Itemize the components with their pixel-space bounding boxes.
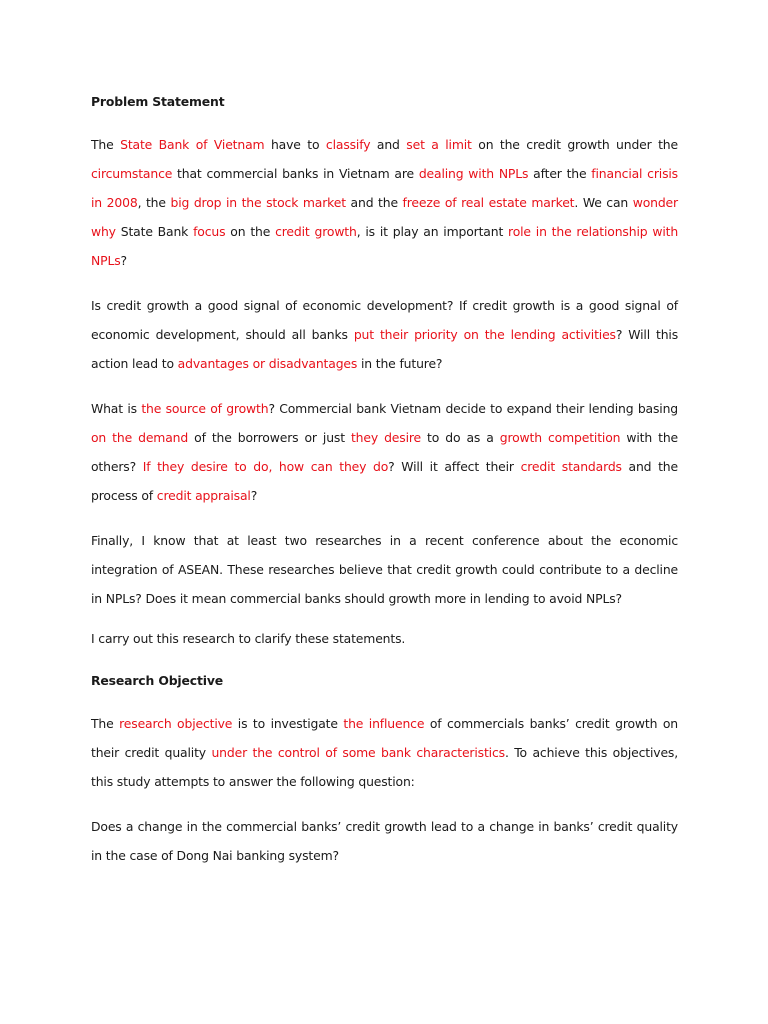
text-run: . We can	[574, 195, 633, 210]
text-run: have to	[264, 137, 326, 152]
text-run: , is it play an important	[356, 224, 509, 239]
text-run: and the process of	[91, 459, 678, 503]
highlight-text: growth competition	[499, 430, 621, 445]
text-run: in the future?	[357, 356, 443, 371]
highlight-text: set a limit	[406, 137, 472, 152]
text-run: The	[91, 716, 120, 731]
highlight-text: circumstance	[91, 166, 173, 181]
problem-paragraph-2	[91, 291, 678, 378]
text-run: on the	[225, 224, 276, 239]
text-run: with the others?	[91, 430, 679, 474]
text-run: ?	[120, 253, 127, 268]
highlight-text: If they desire to do, how can they do	[142, 459, 389, 474]
text-run: that commercial banks in Vietnam are	[172, 166, 419, 181]
text-run: What is	[91, 401, 142, 416]
text-run: is to investigate	[232, 716, 344, 731]
text-run: The	[91, 137, 121, 152]
document-page	[91, 92, 678, 886]
text-run: of the borrowers or just	[188, 430, 351, 445]
highlight-text: dealing with NPLs	[418, 166, 529, 181]
text-run: after the	[528, 166, 592, 181]
highlight-text: freeze of real estate market	[402, 195, 575, 210]
problem-paragraph-1	[91, 130, 678, 275]
highlight-text: the source of growth	[141, 401, 269, 416]
text-run: and	[370, 137, 407, 152]
text-run: ? Will it affect their	[388, 459, 521, 474]
highlight-text: classify	[325, 137, 371, 152]
text-run: State Bank	[115, 224, 194, 239]
research-objective-heading: Research Objective	[91, 673, 224, 688]
highlight-text: role in the relationship with NPLs	[91, 224, 679, 268]
highlight-text: research objective	[119, 716, 233, 731]
highlight-text: State Bank of Vietnam	[120, 137, 265, 152]
text-run: and the	[345, 195, 403, 210]
highlight-text: the influence	[343, 716, 425, 731]
text-run: ? Will this action lead to	[91, 327, 678, 371]
highlight-text: on the demand	[91, 430, 189, 445]
text-run: , the	[137, 195, 171, 210]
problem-paragraph-3	[91, 394, 678, 510]
highlight-text: credit standards	[520, 459, 622, 474]
problem-paragraph-5: I carry out this research to clarify these statements.	[91, 631, 406, 646]
text-run: ? Commercial bank Vietnam decide to expand their lending basing	[268, 401, 678, 416]
highlight-text: credit appraisal	[156, 488, 251, 503]
problem-statement-heading: Problem Statement	[91, 94, 225, 109]
objective-paragraph-1	[91, 709, 678, 796]
highlight-text: they desire	[350, 430, 422, 445]
highlight-text: wonder why	[91, 195, 678, 239]
highlight-text: put their priority on the lending activities	[353, 327, 616, 342]
highlight-text: advantages or disadvantages	[177, 356, 358, 371]
objective-paragraph-2: Does a change in the commercial banks’ credit growth lead to a change in banks’ credit quality in the case of Dong Nai banking system?	[91, 819, 678, 863]
text-run: . To achieve this objectives, this study attempts to answer the following question:	[91, 745, 679, 789]
text-run: ?	[250, 488, 258, 503]
text-run: Is credit growth a good signal of economic development? If credit growth is a good signal of economic development, should all banks	[91, 298, 678, 342]
highlight-text: financial crisis in 2008	[91, 166, 678, 210]
problem-paragraph-4: Finally, I know that at least two researches in a recent conference about the economic integration of ASEAN. These researches believe that credit growth could contribute to a decline in NPLs? Does it mean commercial banks should growth more in lending to avoid NPLs?	[91, 533, 678, 606]
text-run: of commercials banks’ credit growth on their credit quality	[91, 716, 678, 760]
highlight-text: under the control of some bank characteristics	[211, 745, 505, 760]
highlight-text: focus	[193, 224, 226, 239]
highlight-text: big drop in the stock market	[170, 195, 346, 210]
text-run: on the credit growth under the	[471, 137, 678, 152]
text-run: to do as a	[421, 430, 500, 445]
highlight-text: credit growth	[275, 224, 357, 239]
